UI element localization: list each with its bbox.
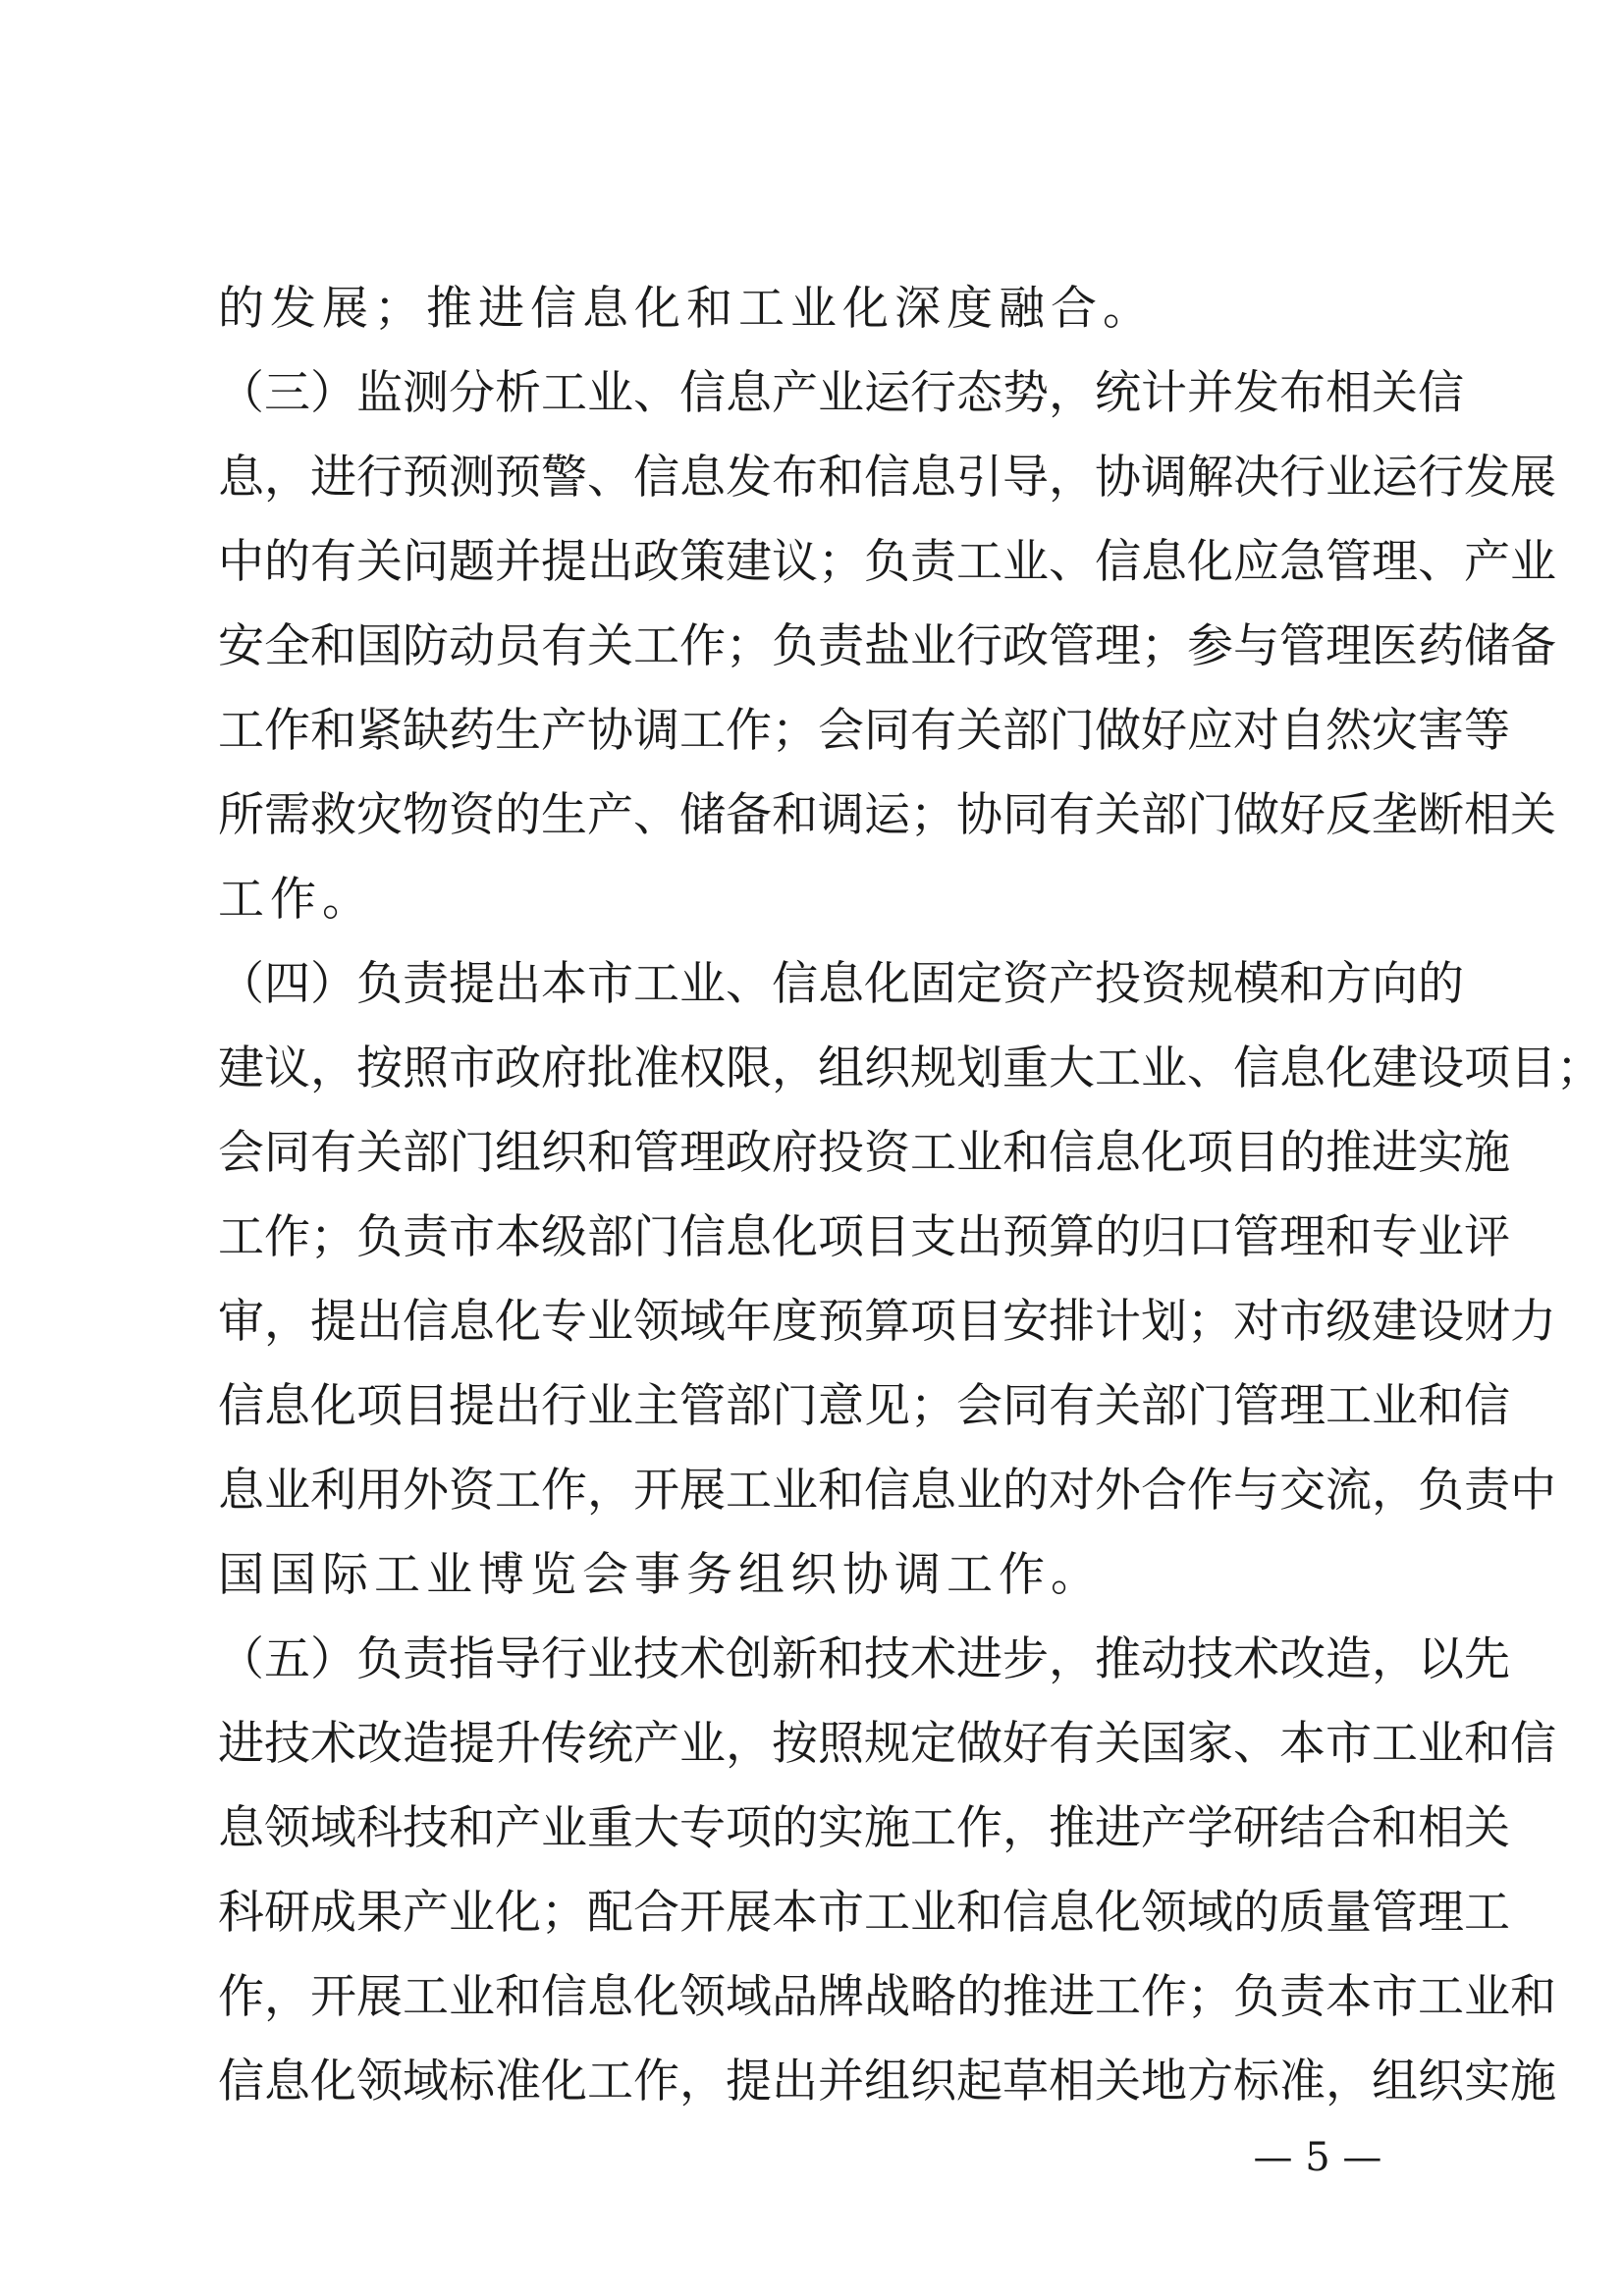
- text-line-6: 工作和紧缺药生产协调工作；会同有关部门做好应对自然灾害等: [218, 704, 1510, 758]
- text-line-20: 科研成果产业化；配合开展本市工业和信息化领域的质量管理工: [218, 1886, 1510, 1940]
- text-line-9: （四）负责提出本市工业、信息化固定资产投资规模和方向的: [218, 957, 1464, 1011]
- text-line-11: 会同有关部门组织和管理政府投资工业和信息化项目的推进实施: [218, 1126, 1510, 1180]
- text-line-8: 工作。: [218, 873, 374, 927]
- text-line-18: 进技术改造提升传统产业，按照规定做好有关国家、本市工业和信: [218, 1717, 1556, 1771]
- text-line-22: 信息化领域标准化工作，提出并组织起草相关地方标准，组织实施: [218, 2055, 1556, 2109]
- text-line-1: 的发展；推进信息化和工业化深度融合。: [218, 282, 1155, 336]
- text-line-13: 审，提出信息化专业领域年度预算项目安排计划；对市级建设财力: [218, 1295, 1556, 1349]
- text-line-15: 息业利用外资工作，开展工业和信息业的对外合作与交流，负责中: [218, 1464, 1556, 1518]
- text-line-12: 工作；负责市本级部门信息化项目支出预算的归口管理和专业评: [218, 1210, 1510, 1264]
- text-line-3: 息，进行预测预警、信息发布和信息引导，协调解决行业运行发展: [218, 451, 1556, 505]
- text-line-14: 信息化项目提出行业主管部门意见；会同有关部门管理工业和信: [218, 1379, 1510, 1433]
- text-line-7: 所需救灾物资的生产、储备和调运；协同有关部门做好反垄断相关: [218, 788, 1556, 842]
- text-line-19: 息领域科技和产业重大专项的实施工作，推进产学研结合和相关: [218, 1801, 1510, 1855]
- page-number: — 5 —: [1253, 2135, 1382, 2180]
- text-line-16: 国国际工业博览会事务组织协调工作。: [218, 1548, 1103, 1602]
- text-line-4: 中的有关问题并提出政策建议；负责工业、信息化应急管理、产业: [218, 535, 1556, 589]
- text-line-2: （三）监测分析工业、信息产业运行态势，统计并发布相关信: [218, 366, 1464, 420]
- text-line-21: 作，开展工业和信息化领域品牌战略的推进工作；负责本市工业和: [218, 1970, 1556, 2024]
- text-line-10: 建议，按照市政府批准权限，组织规划重大工业、信息化建设项目；: [218, 1041, 1602, 1095]
- text-line-17: （五）负责指导行业技术创新和技术进步，推动技术改造，以先: [218, 1632, 1510, 1686]
- text-line-5: 安全和国防动员有关工作；负责盐业行政管理；参与管理医药储备: [218, 619, 1556, 673]
